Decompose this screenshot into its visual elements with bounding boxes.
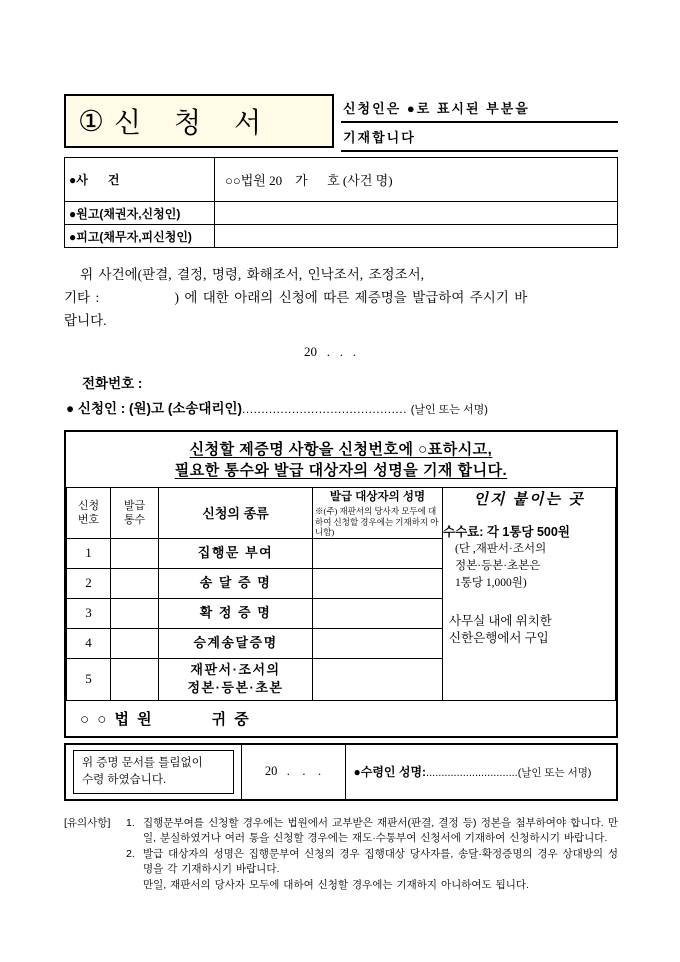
page-title: 신 청 서 (114, 108, 275, 139)
row3-copies-field (111, 598, 159, 628)
table-row (65, 158, 618, 202)
court-addressee-line (66, 701, 616, 736)
court-name: ○ ○ 법 원 (80, 710, 154, 728)
header-copies-line2: 통수 (123, 513, 146, 526)
row5-kind-line2: 정본·등본·초본 (187, 680, 284, 695)
application-date: 20 . . . (304, 344, 356, 359)
header-note-line1: 신청인은 ●로 표시된 부분을 (341, 94, 618, 123)
phone-label: 전화번호 : (82, 376, 143, 391)
case-number-field: ○○법원 20 가 호 (사건 명) (215, 158, 618, 202)
header-application-no (67, 488, 111, 539)
seal-or-signature-note: (날인 또는 서명) (410, 404, 488, 416)
row1-name-field (313, 538, 443, 568)
receipt-confirmation (64, 743, 618, 801)
row4-kind: 승계송달증명 (159, 628, 313, 658)
purchase-note-line2: 신한은행에서 구입 (449, 631, 549, 645)
plaintiff-field (215, 202, 618, 225)
row3-no: 3 (67, 598, 111, 628)
fill-instruction-line2: 필요한 통수와 발급 대상자의 성명을 기재 합니다. (174, 462, 508, 479)
note-item (64, 816, 618, 847)
table-header-row (67, 488, 616, 539)
fee-note-line3: 1통당 1,000원) (455, 577, 527, 589)
receipt-statement-line2: 수령 하였습니다. (82, 773, 167, 786)
header-copies-line1: 발급 (123, 499, 146, 512)
row4-no: 4 (67, 628, 111, 658)
applicant-signature-line (64, 397, 618, 417)
purchase-note-line1: 사무실 내에 위치한 (449, 614, 552, 628)
defendant-label: ●피고(채무자,피신청인) (65, 225, 215, 248)
receipt-statement-box (73, 750, 234, 794)
applicant-label: ● 신청인 : (원)고 (소송대리인) (66, 401, 243, 416)
fee-line: 수수료: 각 1통당 500원 (443, 525, 570, 539)
header-note-line2: 기재합니다 (341, 123, 618, 152)
header-recipient-name (313, 488, 443, 539)
fee-note-line2: 정본·등본·초본은 (455, 560, 541, 572)
footer-notes (64, 816, 618, 894)
row3-kind: 확 정 증 명 (159, 598, 313, 628)
fill-instruction (66, 432, 616, 485)
row2-no: 2 (67, 568, 111, 598)
form-title-box (64, 94, 334, 148)
row2-name-field (313, 568, 443, 598)
case-number-label: ●사 건 (65, 158, 215, 202)
revenue-stamp-area (443, 488, 616, 701)
header-note (341, 94, 618, 152)
header-recipient-name-note: ※(주) 재판서의 당사자 모두에 대하여 신청할 경우에는 기재하지 아니함) (315, 506, 439, 537)
notes-title: [유의사항] (64, 816, 111, 829)
request-paragraph (64, 263, 618, 332)
note-item (64, 847, 618, 894)
receipt-date-field: 20 . . . (241, 744, 345, 800)
row5-name-field (313, 658, 443, 700)
fill-instruction-line1: 신청할 제증명 사항을 신청번호에 ○표하시고, (189, 441, 493, 458)
row1-no: 1 (67, 538, 111, 568)
header-copies (111, 488, 159, 539)
table-row (65, 744, 617, 800)
row4-name-field (313, 628, 443, 658)
form-number-badge: ① (78, 105, 104, 138)
note2-number: 2. (126, 847, 135, 860)
header-application-no-line2: 번호 (77, 513, 100, 526)
fee-note-line1: (단 ,재판서·조서의 (455, 543, 547, 555)
note2-text-part1: 발급 대상자의 성명은 집행문부여 신청의 경우 집행대상 당사자를, 송달·확정증명의 경우 상대방의 성명을 각 기재하시기 바랍니다. (143, 847, 618, 875)
row5-kind (159, 658, 313, 700)
row5-kind-line1: 재판서·조서의 (190, 662, 281, 677)
defendant-field (215, 225, 618, 248)
row5-copies-field (111, 658, 159, 700)
note2-text-part2: 만일, 재판서의 당사자 모두에 대하여 신청할 경우에는 기재하지 아니하여도 됩니다. (143, 878, 529, 891)
request-line3: 랍니다. (64, 313, 107, 328)
row3-name-field (313, 598, 443, 628)
stamp-area-title: 인지 붙이는 곳 (473, 491, 585, 508)
case-info-table (64, 157, 618, 248)
row2-kind: 송 달 증 명 (159, 568, 313, 598)
table-row (65, 202, 618, 225)
note1-text: 집행문부여를 신청할 경우에는 법원에서 교부받은 재판서(판결, 결정 등) 정본을 첨부하여야 합니다. 만일, 분실하였거나 여러 통을 신청할 경우에는 재도·수통부여 신청서에 기재하여 신청하시기 바랍니다. (143, 816, 618, 844)
receipt-statement-cell (65, 744, 241, 800)
recipient-name-label: ●수령인 성명: (353, 765, 427, 779)
row2-copies-field (111, 568, 159, 598)
recipient-seal-note: (날인 또는 서명) (517, 767, 592, 779)
header-application-no-line1: 신청 (77, 499, 100, 512)
form-header (64, 94, 618, 152)
form-body (64, 94, 618, 893)
row5-no: 5 (67, 658, 111, 700)
row4-copies-field (111, 628, 159, 658)
note1-number: 1. (126, 816, 135, 829)
court-honorific: 귀 중 (211, 710, 251, 728)
row1-kind: 집행문 부여 (159, 538, 313, 568)
recipient-signature-cell (345, 744, 617, 800)
header-application-kind: 신청의 종류 (159, 488, 313, 539)
recipient-dotted-line: .............................. (426, 767, 518, 779)
request-line1: 위 사건에(판결, 결정, 명령, 화해조서, 인낙조서, 조정조서, (64, 267, 425, 282)
request-line2: 기타 : ) 에 대한 아래의 신청에 따른 제증명을 발급하여 주시기 바 (64, 290, 528, 305)
receipt-statement-line1: 위 증명 문서를 틀림없이 (82, 756, 203, 769)
certificate-section-box (64, 430, 618, 738)
table-row (65, 225, 618, 248)
row1-copies-field (111, 538, 159, 568)
signature-dotted-line: ........................................... (242, 402, 407, 416)
note2-text (143, 847, 618, 894)
header-recipient-name-title: 발급 대상자의 성명 (329, 491, 426, 503)
plaintiff-label: ●원고(채권자,신청인) (65, 202, 215, 225)
certificate-table (66, 487, 616, 701)
